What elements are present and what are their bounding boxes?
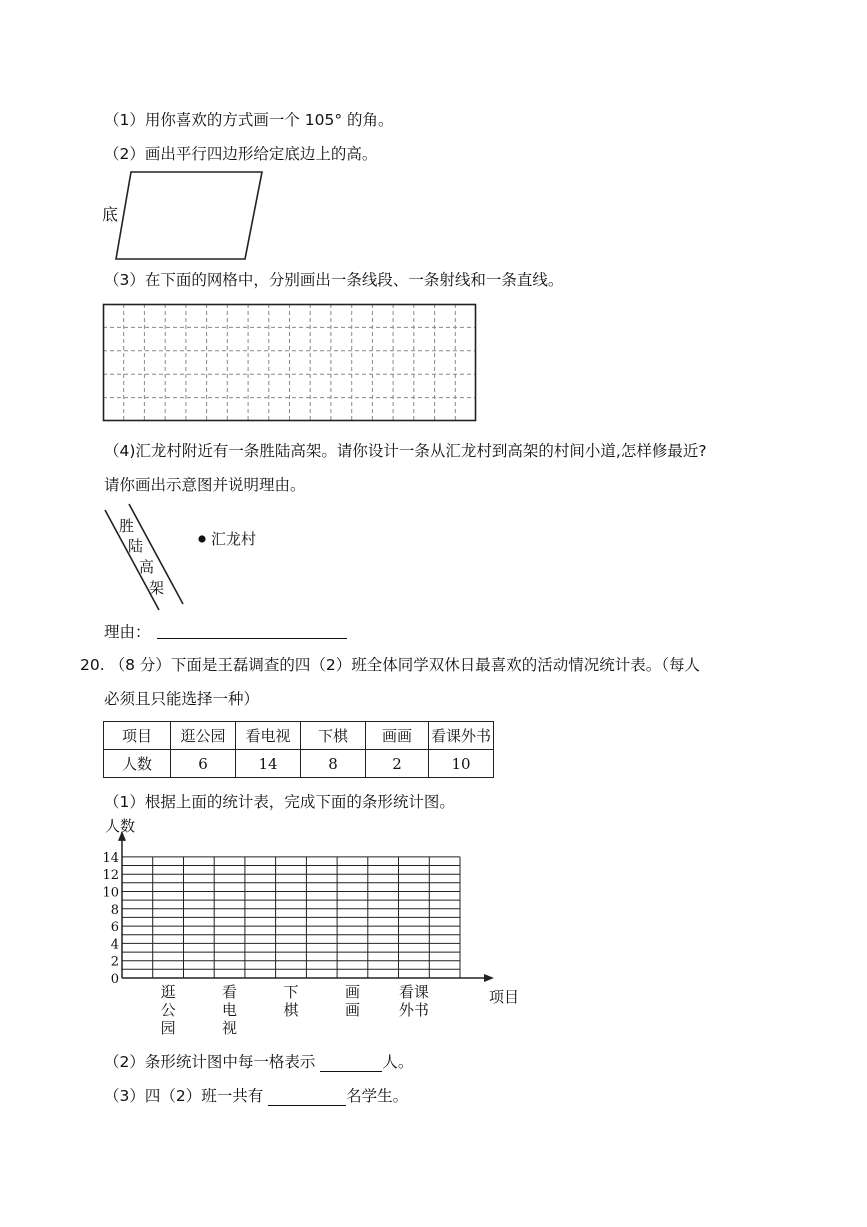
table-header-count: 人数	[104, 750, 171, 778]
y-tick-label: 6	[110, 920, 119, 936]
table-cell: 14	[236, 750, 301, 778]
q20-part3-unit: 名学生。	[346, 1087, 409, 1105]
y-tick-label: 14	[102, 850, 119, 866]
table-row-counts	[104, 750, 494, 778]
x-category-label: 下	[283, 983, 299, 1001]
x-category-label: 公	[160, 1001, 176, 1019]
parallelogram-figure[interactable]	[110, 168, 280, 263]
y-tick-label: 2	[110, 954, 119, 970]
x-category-label: 外书	[398, 1001, 429, 1019]
table-header-item: 项目	[104, 722, 171, 750]
x-axis-label: 项目	[488, 988, 520, 1006]
total-students-blank[interactable]	[268, 1089, 346, 1106]
x-category-label: 看课	[398, 983, 429, 1001]
parallelogram-base-label: 底	[102, 205, 119, 224]
x-category-label: 棋	[283, 1001, 299, 1019]
y-axis-label: 人数	[105, 816, 136, 835]
road-char-3: 高	[139, 558, 155, 576]
table-cell: 看电视	[236, 722, 301, 750]
x-category-label: 视	[221, 1019, 238, 1037]
q19-part4-line2: 请你画出示意图并说明理由。	[104, 476, 306, 494]
x-category-label: 园	[160, 1019, 176, 1037]
y-tick-label: 0	[110, 972, 119, 987]
road-char-1: 胜	[119, 517, 135, 535]
table-row-items	[104, 722, 494, 750]
table-cell: 10	[429, 750, 494, 778]
reason-label: 理由：	[104, 623, 151, 641]
road-char-4: 架	[149, 579, 165, 597]
y-tick-label: 12	[102, 868, 119, 884]
q20-part2-unit: 人。	[382, 1053, 414, 1071]
q19-part4-line1: （4)汇龙村附近有一条胜陆高架。请你设计一条从汇龙村到高架的村间小道,怎样修最近?	[104, 442, 707, 460]
reason-answer-blank[interactable]	[157, 638, 347, 639]
q19-part3: （3）在下面的网格中，分别画出一条线段、一条射线和一条直线。	[104, 271, 564, 289]
village-label: 汇龙村	[211, 530, 257, 548]
x-category-label: 画	[344, 983, 361, 1001]
q20-part1: （1）根据上面的统计表，完成下面的条形统计图。	[104, 793, 455, 811]
y-tick-label: 10	[102, 885, 119, 901]
drawing-grid[interactable]	[103, 304, 477, 422]
y-tick-label: 8	[110, 902, 119, 918]
table-cell: 逛公园	[171, 722, 236, 750]
cell-value-blank[interactable]	[320, 1055, 382, 1072]
q20-intro-line1: 20. （8 分）下面是王磊调查的四（2）班全体同学双休日最喜欢的活动情况统计表。（每人	[80, 656, 700, 674]
x-category-label: 画	[344, 1001, 361, 1019]
x-category-label: 逛	[160, 983, 176, 1001]
table-cell: 8	[301, 750, 366, 778]
x-category-label: 电	[221, 1001, 238, 1019]
q19-part1: （1）用你喜欢的方式画一个 105° 的角。	[104, 111, 394, 129]
x-category-label: 看	[221, 983, 238, 1001]
table-cell: 6	[171, 750, 236, 778]
q20-intro-line2: 必须且只能选择一种）	[104, 690, 260, 708]
table-cell: 下棋	[301, 722, 366, 750]
q19-part2: （2）画出平行四边形给定底边上的高。	[104, 145, 378, 163]
road-char-2: 陆	[128, 537, 144, 555]
y-tick-label: 4	[110, 937, 119, 953]
table-cell: 看课外书	[429, 722, 494, 750]
q20-part2-text: （2）条形统计图中每一格表示	[104, 1053, 316, 1071]
bar-chart[interactable]	[95, 816, 520, 1037]
x-axis-arrow-icon	[484, 974, 494, 982]
q20-part3	[104, 1086, 408, 1106]
village-dot-icon	[198, 535, 206, 543]
table-cell: 2	[366, 750, 429, 778]
q20-part2	[104, 1052, 413, 1072]
table-cell: 画画	[366, 722, 429, 750]
activity-stat-table	[103, 721, 494, 778]
q20-part3-text: （3）四（2）班一共有	[104, 1087, 264, 1105]
